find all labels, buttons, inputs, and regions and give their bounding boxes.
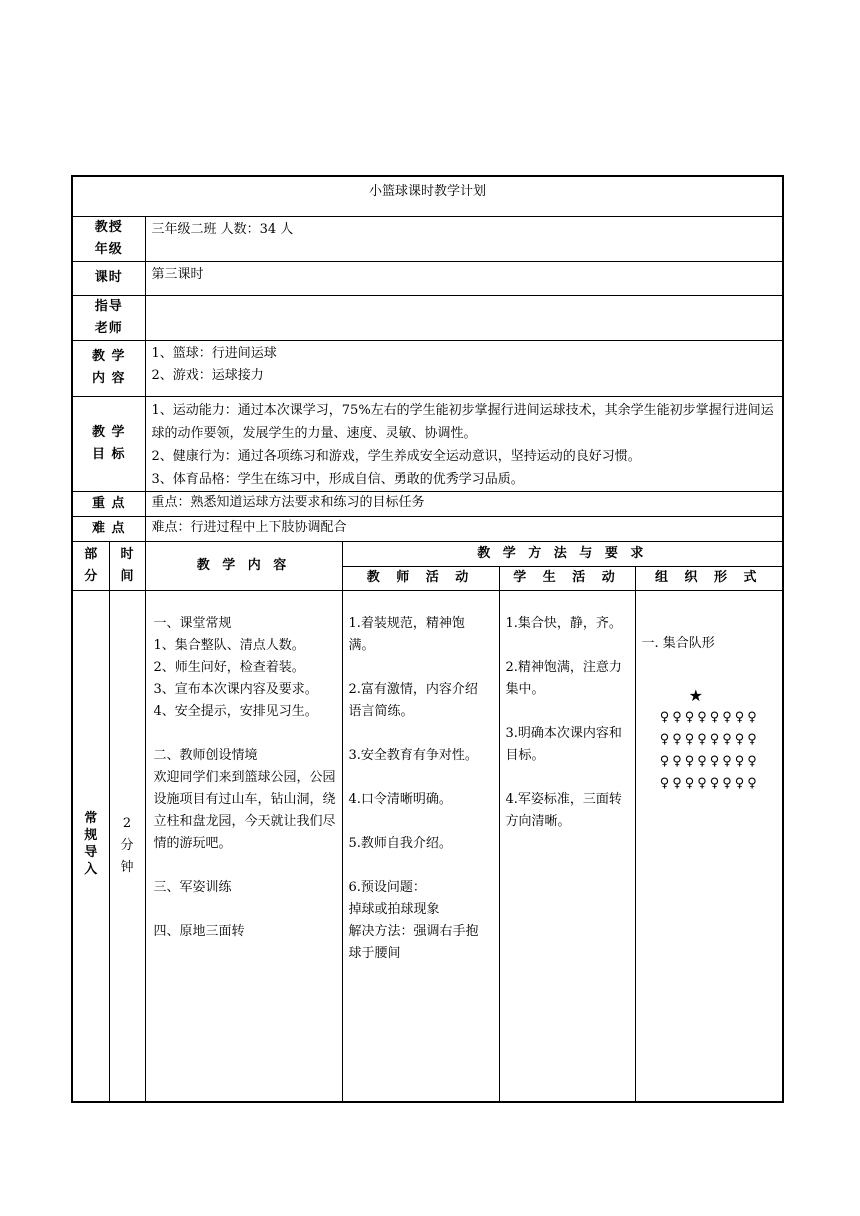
grade-value: 三年级二班 人数：34 人 xyxy=(145,216,783,261)
lesson-plan-table xyxy=(71,175,784,1103)
content-header: 教 学 内 容 xyxy=(145,541,342,590)
teacher-value xyxy=(145,295,783,340)
student-activity-header: 学 生 活 动 xyxy=(499,566,635,590)
part-header: 部 分 xyxy=(72,541,109,590)
teacher-label: 指导 老师 xyxy=(72,295,145,340)
section-student-activity: 1.集合快，静，齐。 2.精神饱满，注意力集中。 3.明确本次课内容和目标。 4.军姿标准，三面转方向清晰。 xyxy=(499,590,635,1102)
teacher-activity-header: 教 师 活 动 xyxy=(342,566,499,590)
section-time: 2 分 钟 xyxy=(109,590,145,1102)
section-part: 常规导入 xyxy=(72,590,109,1102)
formation-row: ♀♀♀♀♀♀♀♀ xyxy=(659,731,760,747)
formation-row: ♀♀♀♀♀♀♀♀ xyxy=(659,753,760,769)
organization-header: 组 织 形 式 xyxy=(635,566,783,590)
section-content: 一、课堂常规 1、集合整队、清点人数。 2、师生问好，检查着装。 3、宣布本次课内容及要求。 4、安全提示，安排见习生。 二、教师创设情境 欢迎同学们来到篮球公园，公园设施项目有过山车，钻山洞，绕立柱和盘龙园，今天就让我们尽情的游玩吧。 三、军姿训练 四、原地三面转 xyxy=(145,590,342,1102)
key-point-value: 重点：熟悉知道运球方法要求和练习的目标任务 xyxy=(145,491,783,516)
content-items: 1、篮球：行进间运球 2、游戏：运球接力 xyxy=(145,340,783,396)
difficulty-value: 难点：行进过程中上下肢协调配合 xyxy=(145,516,783,541)
difficulty-label: 难 点 xyxy=(72,516,145,541)
grade-label: 教授 年级 xyxy=(72,216,145,261)
section-teacher-activity: 1.着装规范，精神饱满。 2.富有激情，内容介绍语言简练。 3.安全教育有争对性。 4.口令清晰明确。 5.教师自我介绍。 6.预设问题： 掉球或拍球现象 解决方法：强调右手抱球于腰间 xyxy=(342,590,499,1102)
lesson-value: 第三课时 xyxy=(145,261,783,295)
goals-text: 1、运动能力：通过本次课学习，75%左右的学生能初步掌握行进间运球技术，其余学生能初步掌握行进间运球的动作要领，发展学生的力量、速度、灵敏、协调性。 2、健康行为：通过各项练习和游戏，学生养成安全运动意识，坚持运动的良好习惯。 3、体育品格：学生在练习中，形成自信、勇敢的优秀学习品质。 xyxy=(145,396,783,491)
method-header: 教 学 方 法 与 要 求 xyxy=(342,541,783,566)
content-label: 教 学 内 容 xyxy=(72,340,145,396)
teacher-star-icon: ★ xyxy=(688,685,703,705)
plan-title: 小篮球课时教学计划 xyxy=(72,176,783,216)
formation-title: 一. 集合队形 xyxy=(641,635,715,651)
lesson-label: 课时 xyxy=(72,261,145,295)
key-point-label: 重 点 xyxy=(72,491,145,516)
section-organization xyxy=(635,590,783,1102)
goals-label: 教 学 目 标 xyxy=(72,396,145,491)
formation-row: ♀♀♀♀♀♀♀♀ xyxy=(659,775,760,791)
time-header: 时 间 xyxy=(109,541,145,590)
formation-row: ♀♀♀♀♀♀♀♀ xyxy=(659,709,760,725)
